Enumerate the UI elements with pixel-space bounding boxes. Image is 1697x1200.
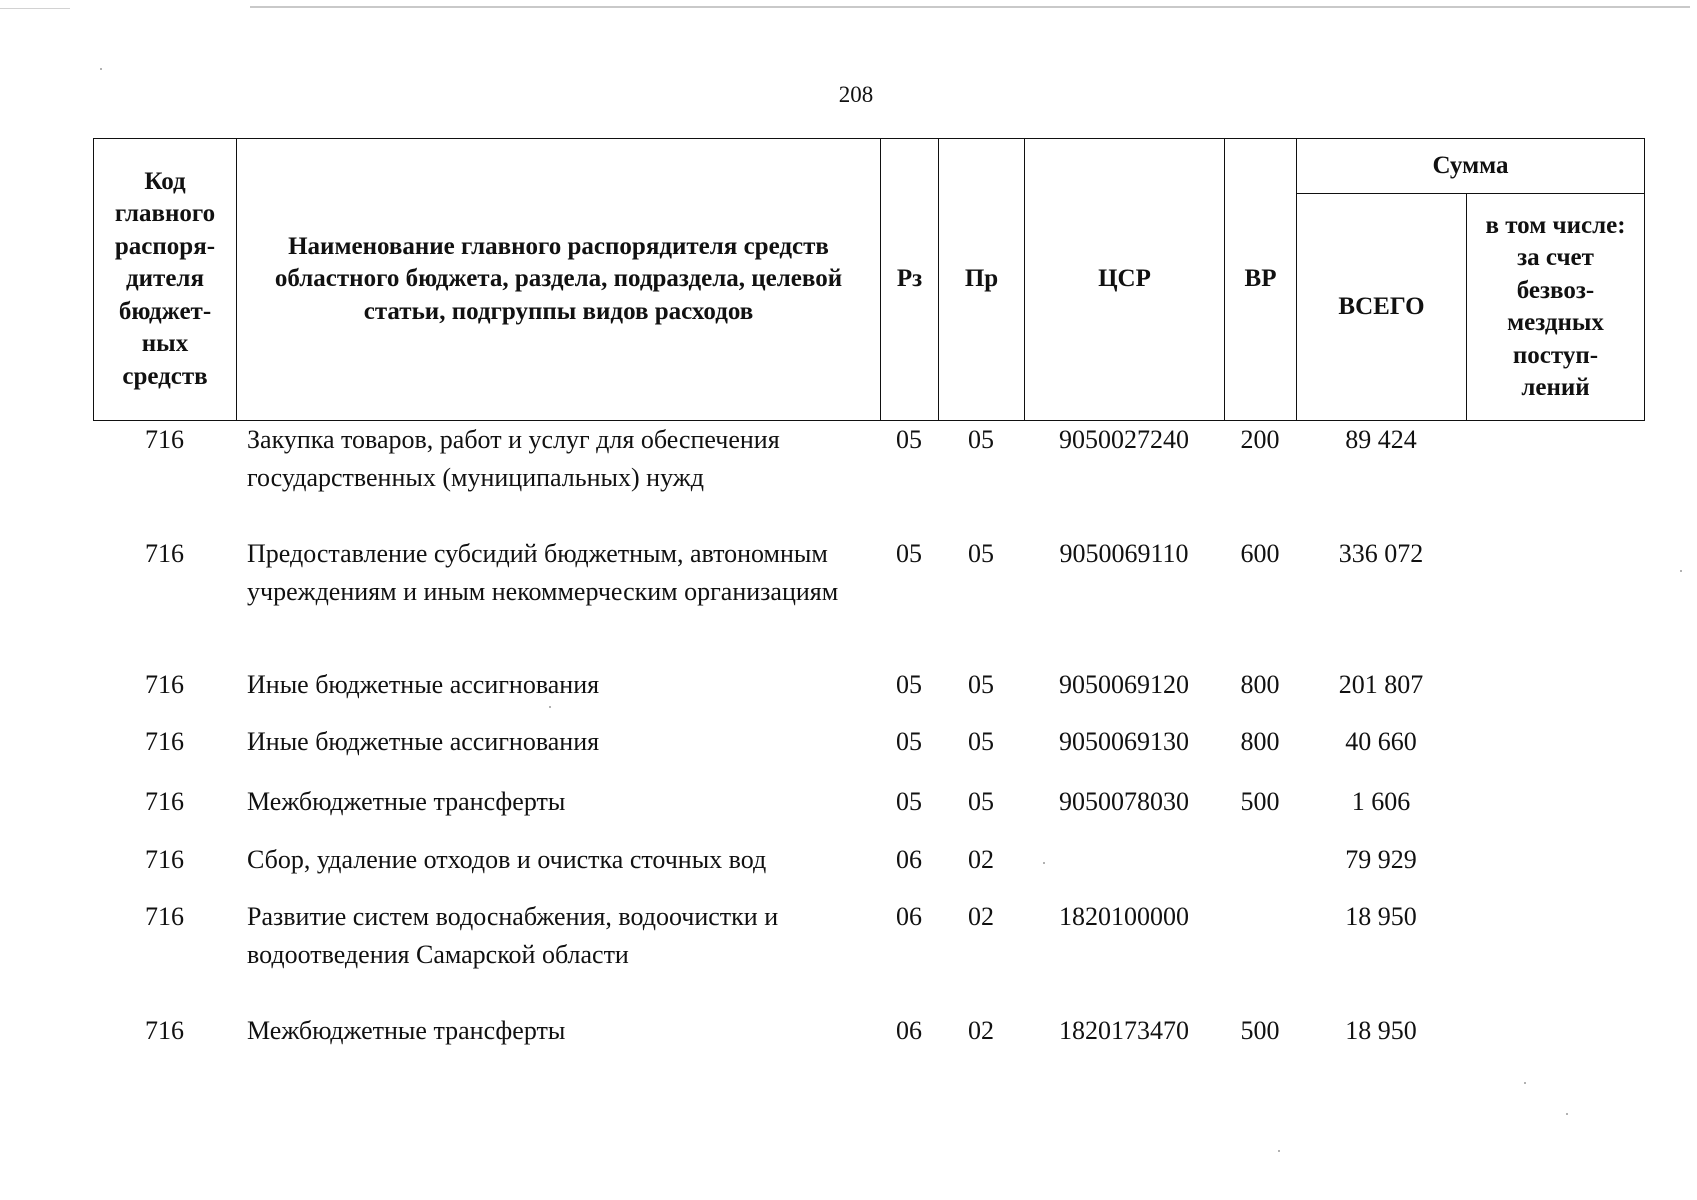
- cell-csr: 9050069120: [1059, 670, 1189, 699]
- cell-code: 716: [145, 727, 184, 756]
- scan-edge-line-left: [0, 8, 70, 9]
- cell-csr: 9050069110: [1059, 539, 1189, 568]
- cell-vr: 200: [1240, 425, 1280, 454]
- cell-rz: 06: [896, 1016, 922, 1045]
- cell-total: 201 807: [1338, 670, 1424, 699]
- header-name: Наименование главного распорядителя средств областного бюджета, раздела, подраздела, целевой статьи, подгруппы видов расходов: [237, 139, 881, 421]
- cell-vr: 500: [1240, 1016, 1280, 1045]
- cell-name: Межбюджетные трансферты: [247, 787, 566, 816]
- cell-name: Иные бюджетные ассигнования: [247, 727, 600, 756]
- cell-csr: 9050078030: [1059, 787, 1189, 816]
- cell-total: 79 929: [1345, 845, 1417, 874]
- cell-pr: 02: [968, 902, 994, 931]
- cell-code: 716: [145, 425, 184, 454]
- cell-rz: 06: [896, 845, 922, 874]
- cell-rz: 05: [896, 425, 922, 454]
- cell-total: 18 950: [1345, 1016, 1417, 1045]
- header-pr: Пр: [939, 139, 1025, 421]
- header-csr: ЦСР: [1025, 139, 1225, 421]
- header-total: ВСЕГО: [1297, 194, 1467, 421]
- cell-rz: 05: [896, 670, 922, 699]
- cell-rz: 05: [896, 787, 922, 816]
- scan-speck: [1680, 570, 1682, 572]
- cell-name: Иные бюджетные ассигнования: [247, 670, 600, 699]
- cell-pr: 05: [968, 727, 994, 756]
- cell-code: 716: [145, 1016, 184, 1045]
- cell-rz: 05: [896, 727, 922, 756]
- scan-speck: [1278, 1150, 1280, 1152]
- cell-pr: 05: [968, 425, 994, 454]
- header-rz: Рз: [881, 139, 939, 421]
- scan-speck: [549, 706, 551, 708]
- cell-total: 18 950: [1345, 902, 1417, 931]
- cell-code: 716: [145, 845, 184, 874]
- cell-pr: 05: [968, 670, 994, 699]
- table-header: [93, 138, 1645, 421]
- scan-speck: [1043, 862, 1045, 864]
- cell-vr: 500: [1240, 787, 1280, 816]
- cell-name: Межбюджетные трансферты: [247, 1016, 566, 1045]
- header-sum: Сумма: [1297, 139, 1645, 194]
- page-number: 208: [838, 82, 874, 107]
- cell-total: 40 660: [1345, 727, 1417, 756]
- cell-rz: 06: [896, 902, 922, 931]
- cell-code: 716: [145, 539, 184, 568]
- header-code: Код главного распоря-дителя бюджет-ных средств: [94, 139, 237, 421]
- cell-total: 1 606: [1351, 787, 1411, 816]
- header-incl: в том числе: за счет безвоз-мездных поступ-лений: [1467, 194, 1645, 421]
- cell-code: 716: [145, 670, 184, 699]
- scan-speck: [1566, 1113, 1568, 1115]
- cell-csr: 1820100000: [1059, 902, 1189, 931]
- cell-csr: 1820173470: [1059, 1016, 1189, 1045]
- cell-total: 89 424: [1345, 425, 1417, 454]
- cell-pr: 05: [968, 539, 994, 568]
- cell-name: Сбор, удаление отходов и очистка сточных вод: [247, 845, 767, 874]
- cell-code: 716: [145, 787, 184, 816]
- cell-name: Развитие систем водоснабжения, водоочистки и водоотведения Самарской области: [247, 902, 779, 969]
- cell-vr: 600: [1240, 539, 1280, 568]
- scan-speck: [1524, 1082, 1526, 1084]
- cell-csr: 9050069130: [1059, 727, 1189, 756]
- cell-name: Закупка товаров, работ и услуг для обеспечения государственных (муниципальных) нужд: [247, 425, 780, 492]
- cell-vr: 800: [1240, 727, 1280, 756]
- cell-code: 716: [145, 902, 184, 931]
- scan-speck: [100, 68, 102, 70]
- cell-csr: 9050027240: [1059, 425, 1189, 454]
- cell-name: Предоставление субсидий бюджетным, автономным учреждениям и иным некоммерческим организациям: [247, 539, 839, 606]
- cell-pr: 05: [968, 787, 994, 816]
- header-vr: ВР: [1225, 139, 1297, 421]
- cell-rz: 05: [896, 539, 922, 568]
- cell-total: 336 072: [1338, 539, 1424, 568]
- cell-vr: 800: [1240, 670, 1280, 699]
- cell-pr: 02: [968, 845, 994, 874]
- scan-edge-line: [250, 6, 1690, 8]
- cell-pr: 02: [968, 1016, 994, 1045]
